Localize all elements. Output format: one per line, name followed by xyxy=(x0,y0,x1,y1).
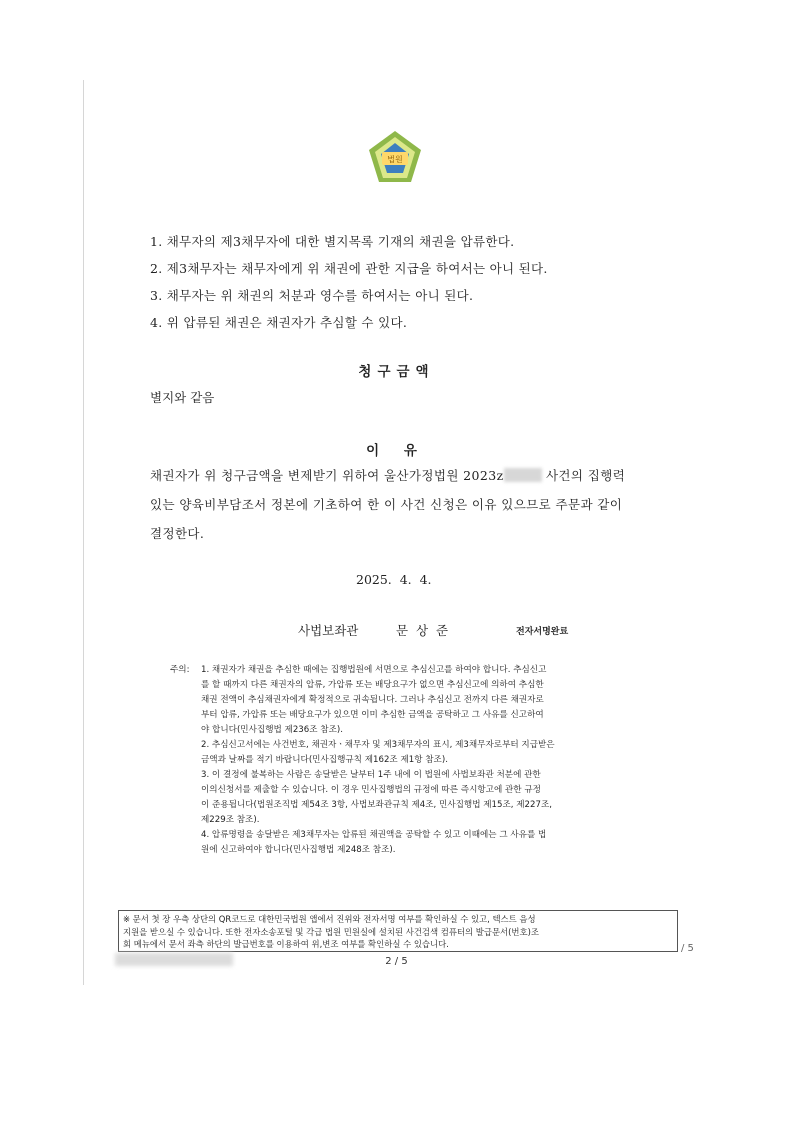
note-line: 금액과 날짜를 적기 바랍니다(민사집행규칙 제162조 제1항 참조). xyxy=(201,755,448,765)
note-line: 제229조 참조). xyxy=(201,815,260,825)
case-number-partial: z xyxy=(496,468,504,483)
order-item-2: 2. 제3채무자는 채무자에게 위 채권에 관한 지급을 하여서는 아니 된다. xyxy=(150,261,548,276)
order-item-3: 3. 채무자는 위 채권의 처분과 영수를 하여서는 아니 된다. xyxy=(150,288,474,303)
decision-date: 2025. 4. 4. xyxy=(356,572,432,587)
notice-line: 지원을 받으실 수 있습니다. 또한 전자소송포털 및 각급 법원 민원실에 설치된 사건검색 컴퓨터의 발급문서(번호)조 xyxy=(123,926,539,937)
reason-line-3: 결정한다. xyxy=(150,526,205,541)
reason-line-1 xyxy=(150,466,625,484)
note-1 xyxy=(201,663,650,738)
claim-heading: 청구금액 xyxy=(358,364,435,380)
note-line: 4. 압류명령을 송달받은 제3채무자는 압류된 채권액을 공탁할 수 있고 이때에는 그 사유를 법 xyxy=(201,830,547,840)
verification-notice xyxy=(118,910,678,952)
note-line: 채권 전액이 추심채권자에게 확정적으로 귀속됩니다. 그러나 추심신고 전까지 다른 채권자로 xyxy=(201,695,544,705)
note-line: 3. 이 결정에 불복하는 사람은 송달받은 날부터 1주 내에 이 법원에 사법보좌관 처분에 관한 xyxy=(201,770,541,780)
order-item-4: 4. 위 압류된 채권은 채권자가 추심할 수 있다. xyxy=(150,315,408,330)
notes xyxy=(170,663,650,858)
note-4 xyxy=(201,828,650,858)
signer-title: 사법보좌관 xyxy=(298,623,359,638)
note-line: 이 준용됩니다(법원조직법 제54조 3항, 사법보좌관규칙 제4조, 민사집행법 제15조, 제227조, xyxy=(201,800,552,810)
reason-line-2: 있는 양육비부담조서 정본에 기초하여 한 이 사건 신청은 이유 있으므로 주문과 같이 xyxy=(150,497,623,512)
note-line: 부터 압류, 가압류 또는 배당요구가 있으면 이미 추심한 금액을 공탁하고 그 사유를 신고하여 xyxy=(201,710,544,720)
notice-line: ※ 문서 첫 장 우측 상단의 QR코드로 대한민국법원 앱에서 진위와 전자서명 여부를 확인하실 수 있고, 텍스트 음성 xyxy=(123,914,536,924)
redacted-case-number xyxy=(504,468,542,482)
court-emblem-icon xyxy=(365,128,425,188)
ghost-page-number: / 5 xyxy=(681,943,694,954)
order-item-1: 1. 채무자의 제3채무자에 대한 별지목록 기재의 채권을 압류한다. xyxy=(150,234,515,249)
notice-line: 회 메뉴에서 문서 좌측 하단의 발급번호를 이용하여 위,변조 여부를 확인하실 수 있습니다. xyxy=(123,939,449,949)
note-line: 1. 채권자가 채권을 추심한 때에는 집행법원에 서면으로 추심신고를 하여야 합니다. 추심신고 xyxy=(201,665,547,675)
electronic-signature-stamp: 전자서명완료 xyxy=(516,627,569,637)
page-edge xyxy=(83,80,84,985)
note-line: 를 할 때까지 다른 채권자의 압류, 가압류 또는 배당요구가 없으면 추심신고에 의하여 추심한 xyxy=(201,680,544,690)
note-line: 이의신청서를 제출할 수 있습니다. 이 경우 민사집행법의 규정에 따른 즉시항고에 관한 규정 xyxy=(201,785,541,795)
note-line: 2. 추심신고서에는 사건번호, 채권자ㆍ채무자 및 제3채무자의 표시, 제3채무자로부터 지급받은 xyxy=(201,740,555,750)
claim-text: 별지와 같음 xyxy=(150,390,215,405)
note-3 xyxy=(201,768,650,828)
reason-line-1-pre: 채권자가 위 청구금액을 변제받기 위하여 울산가정법원 2023 xyxy=(150,468,497,483)
emblem-text: 법원 xyxy=(387,155,403,164)
note-line: 야 합니다(민사집행법 제236조 참조). xyxy=(201,725,343,735)
reason-line-1-post: 사건의 집행력 xyxy=(545,468,626,483)
reason-heading: 이 유 xyxy=(366,443,427,459)
page-number: 2 / 5 xyxy=(385,956,408,967)
note-line: 원에 신고하여야 합니다(민사집행법 제248조 참조). xyxy=(201,845,396,855)
signer-name: 문 상 준 xyxy=(396,623,449,638)
note-2 xyxy=(201,738,650,768)
notes-label: 주의: xyxy=(170,665,190,675)
